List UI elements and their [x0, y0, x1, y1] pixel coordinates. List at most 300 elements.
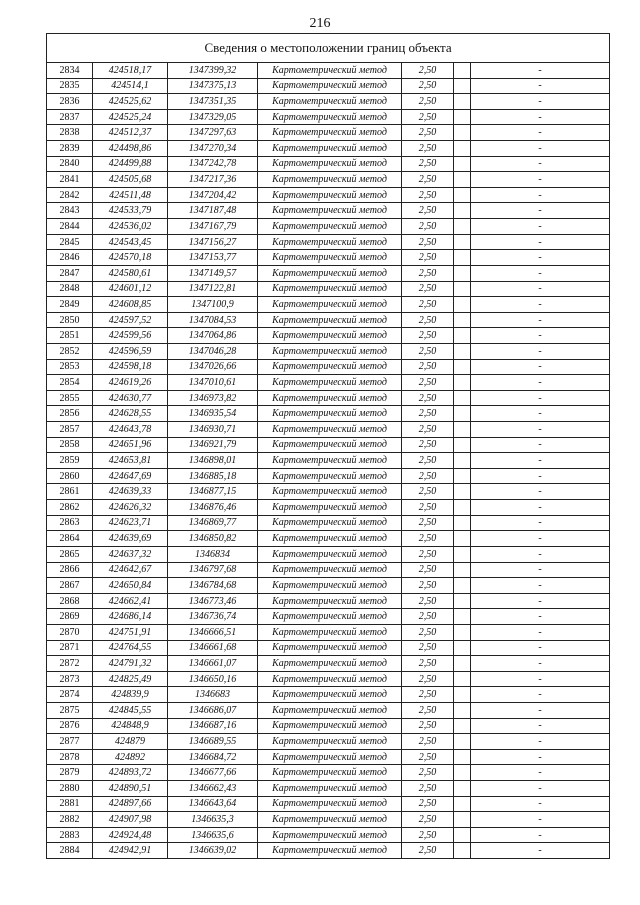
table-row: [47, 671, 610, 687]
cell-point-number: 2842: [47, 187, 93, 203]
cell-point-number: 2882: [47, 812, 93, 828]
cell-coord-x: 424892: [93, 749, 168, 765]
cell-extra: [454, 781, 471, 797]
cell-extra: [454, 796, 471, 812]
cell-point-number: 2863: [47, 515, 93, 531]
cell-coord-y: 1347026,66: [168, 359, 258, 375]
cell-accuracy: 2,50: [402, 781, 454, 797]
cell-description: -: [471, 515, 610, 531]
cell-accuracy: 2,50: [402, 109, 454, 125]
cell-extra: [454, 484, 471, 500]
cell-point-number: 2838: [47, 125, 93, 141]
cell-accuracy: 2,50: [402, 422, 454, 438]
cell-coord-y: 1346834: [168, 546, 258, 562]
cell-description: -: [471, 671, 610, 687]
cell-point-number: 2875: [47, 702, 93, 718]
cell-point-number: 2849: [47, 297, 93, 313]
cell-coord-y: 1346661,68: [168, 640, 258, 656]
cell-coord-y: 1347204,42: [168, 187, 258, 203]
cell-accuracy: 2,50: [402, 671, 454, 687]
cell-point-number: 2873: [47, 671, 93, 687]
cell-description: -: [471, 484, 610, 500]
cell-method: Картометрический метод: [258, 562, 402, 578]
cell-accuracy: 2,50: [402, 281, 454, 297]
cell-point-number: 2852: [47, 343, 93, 359]
cell-accuracy: 2,50: [402, 702, 454, 718]
cell-extra: [454, 359, 471, 375]
cell-accuracy: 2,50: [402, 624, 454, 640]
cell-description: -: [471, 687, 610, 703]
cell-coord-y: 1346666,51: [168, 624, 258, 640]
cell-coord-x: 424651,96: [93, 437, 168, 453]
cell-coord-x: 424525,62: [93, 94, 168, 110]
cell-method: Картометрический метод: [258, 375, 402, 391]
cell-method: Картометрический метод: [258, 265, 402, 281]
cell-coord-y: 1346639,02: [168, 843, 258, 859]
cell-coord-y: 1346677,66: [168, 765, 258, 781]
cell-coord-x: 424845,55: [93, 702, 168, 718]
cell-point-number: 2853: [47, 359, 93, 375]
cell-coord-x: 424598,18: [93, 359, 168, 375]
table-row: [47, 406, 610, 422]
cell-coord-y: 1347351,35: [168, 94, 258, 110]
cell-description: -: [471, 422, 610, 438]
cell-method: Картометрический метод: [258, 718, 402, 734]
cell-extra: [454, 843, 471, 859]
table-row: [47, 781, 610, 797]
cell-extra: [454, 422, 471, 438]
table-row: [47, 656, 610, 672]
cell-description: -: [471, 156, 610, 172]
cell-description: -: [471, 843, 610, 859]
cell-accuracy: 2,50: [402, 359, 454, 375]
cell-point-number: 2878: [47, 749, 93, 765]
cell-coord-x: 424791,32: [93, 656, 168, 672]
cell-extra: [454, 546, 471, 562]
cell-description: -: [471, 297, 610, 313]
cell-extra: [454, 453, 471, 469]
cell-coord-x: 424525,24: [93, 109, 168, 125]
cell-coord-x: 424848,9: [93, 718, 168, 734]
cell-coord-y: 1346797,68: [168, 562, 258, 578]
cell-extra: [454, 765, 471, 781]
cell-extra: [454, 203, 471, 219]
cell-point-number: 2837: [47, 109, 93, 125]
table-row: [47, 328, 610, 344]
cell-coord-y: 1346773,46: [168, 593, 258, 609]
cell-method: Картометрический метод: [258, 827, 402, 843]
cell-extra: [454, 219, 471, 235]
cell-method: Картометрический метод: [258, 765, 402, 781]
cell-extra: [454, 468, 471, 484]
cell-coord-x: 424608,85: [93, 297, 168, 313]
cell-method: Картометрический метод: [258, 172, 402, 188]
cell-coord-y: 1347167,79: [168, 219, 258, 235]
cell-coord-x: 424623,71: [93, 515, 168, 531]
boundary-coordinates-table: [46, 33, 610, 859]
cell-coord-y: 1347122,81: [168, 281, 258, 297]
cell-coord-y: 1346930,71: [168, 422, 258, 438]
table-row: [47, 484, 610, 500]
cell-accuracy: 2,50: [402, 656, 454, 672]
cell-method: Картометрический метод: [258, 94, 402, 110]
cell-description: -: [471, 141, 610, 157]
cell-point-number: 2844: [47, 219, 93, 235]
cell-method: Картометрический метод: [258, 343, 402, 359]
cell-description: -: [471, 749, 610, 765]
cell-extra: [454, 156, 471, 172]
cell-coord-y: 1347217,36: [168, 172, 258, 188]
cell-point-number: 2880: [47, 781, 93, 797]
cell-description: -: [471, 312, 610, 328]
cell-coord-y: 1347187,48: [168, 203, 258, 219]
cell-coord-x: 424897,66: [93, 796, 168, 812]
cell-accuracy: 2,50: [402, 843, 454, 859]
cell-extra: [454, 297, 471, 313]
cell-coord-x: 424601,12: [93, 281, 168, 297]
table-row: [47, 234, 610, 250]
cell-coord-y: 1347100,9: [168, 297, 258, 313]
cell-point-number: 2883: [47, 827, 93, 843]
cell-description: -: [471, 531, 610, 547]
cell-method: Картометрический метод: [258, 609, 402, 625]
table-row: [47, 78, 610, 94]
table-row: [47, 63, 610, 79]
cell-coord-x: 424628,55: [93, 406, 168, 422]
cell-description: -: [471, 640, 610, 656]
table-row: [47, 390, 610, 406]
cell-coord-y: 1346661,07: [168, 656, 258, 672]
cell-description: -: [471, 187, 610, 203]
cell-accuracy: 2,50: [402, 390, 454, 406]
cell-coord-x: 424543,45: [93, 234, 168, 250]
cell-coord-y: 1347010,61: [168, 375, 258, 391]
cell-extra: [454, 656, 471, 672]
cell-method: Картометрический метод: [258, 78, 402, 94]
cell-accuracy: 2,50: [402, 328, 454, 344]
cell-accuracy: 2,50: [402, 640, 454, 656]
cell-extra: [454, 78, 471, 94]
cell-extra: [454, 609, 471, 625]
cell-extra: [454, 702, 471, 718]
cell-coord-y: 1346635,6: [168, 827, 258, 843]
cell-description: -: [471, 453, 610, 469]
table-row: [47, 125, 610, 141]
cell-method: Картометрический метод: [258, 578, 402, 594]
table-row: [47, 531, 610, 547]
cell-description: -: [471, 203, 610, 219]
cell-point-number: 2859: [47, 453, 93, 469]
cell-description: -: [471, 125, 610, 141]
cell-extra: [454, 718, 471, 734]
cell-description: -: [471, 109, 610, 125]
cell-coord-x: 424643,78: [93, 422, 168, 438]
cell-accuracy: 2,50: [402, 500, 454, 516]
cell-accuracy: 2,50: [402, 734, 454, 750]
cell-method: Картометрический метод: [258, 515, 402, 531]
table-row: [47, 203, 610, 219]
cell-point-number: 2877: [47, 734, 93, 750]
cell-point-number: 2872: [47, 656, 93, 672]
cell-accuracy: 2,50: [402, 203, 454, 219]
cell-accuracy: 2,50: [402, 578, 454, 594]
cell-point-number: 2879: [47, 765, 93, 781]
cell-point-number: 2871: [47, 640, 93, 656]
cell-extra: [454, 312, 471, 328]
cell-method: Картометрический метод: [258, 203, 402, 219]
cell-accuracy: 2,50: [402, 796, 454, 812]
cell-description: -: [471, 827, 610, 843]
cell-coord-y: 1347149,57: [168, 265, 258, 281]
cell-point-number: 2874: [47, 687, 93, 703]
table-row: [47, 281, 610, 297]
cell-coord-x: 424647,69: [93, 468, 168, 484]
table-row: [47, 796, 610, 812]
cell-method: Картометрический метод: [258, 422, 402, 438]
cell-method: Картометрический метод: [258, 734, 402, 750]
cell-point-number: 2866: [47, 562, 93, 578]
cell-extra: [454, 63, 471, 79]
cell-accuracy: 2,50: [402, 250, 454, 266]
cell-extra: [454, 141, 471, 157]
cell-coord-x: 424879: [93, 734, 168, 750]
cell-coord-y: 1346650,16: [168, 671, 258, 687]
cell-extra: [454, 500, 471, 516]
cell-coord-x: 424499,88: [93, 156, 168, 172]
cell-description: -: [471, 172, 610, 188]
cell-coord-x: 424637,32: [93, 546, 168, 562]
cell-method: Картометрический метод: [258, 656, 402, 672]
cell-description: -: [471, 265, 610, 281]
cell-accuracy: 2,50: [402, 312, 454, 328]
cell-coord-y: 1346736,74: [168, 609, 258, 625]
cell-point-number: 2876: [47, 718, 93, 734]
cell-coord-x: 424653,81: [93, 453, 168, 469]
cell-method: Картометрический метод: [258, 843, 402, 859]
cell-method: Картометрический метод: [258, 141, 402, 157]
cell-method: Картометрический метод: [258, 749, 402, 765]
cell-extra: [454, 109, 471, 125]
cell-point-number: 2848: [47, 281, 93, 297]
cell-method: Картометрический метод: [258, 390, 402, 406]
table-row: [47, 375, 610, 391]
cell-method: Картометрический метод: [258, 687, 402, 703]
cell-description: -: [471, 718, 610, 734]
cell-method: Картометрический метод: [258, 156, 402, 172]
cell-accuracy: 2,50: [402, 609, 454, 625]
cell-point-number: 2843: [47, 203, 93, 219]
cell-point-number: 2857: [47, 422, 93, 438]
cell-method: Картометрический метод: [258, 297, 402, 313]
cell-method: Картометрический метод: [258, 109, 402, 125]
cell-accuracy: 2,50: [402, 219, 454, 235]
cell-accuracy: 2,50: [402, 515, 454, 531]
cell-coord-x: 424630,77: [93, 390, 168, 406]
cell-accuracy: 2,50: [402, 375, 454, 391]
cell-coord-y: 1347329,05: [168, 109, 258, 125]
cell-coord-y: 1346935,54: [168, 406, 258, 422]
cell-description: -: [471, 734, 610, 750]
cell-extra: [454, 640, 471, 656]
table-row: [47, 172, 610, 188]
cell-extra: [454, 94, 471, 110]
cell-description: -: [471, 578, 610, 594]
cell-description: -: [471, 500, 610, 516]
cell-method: Картометрический метод: [258, 219, 402, 235]
cell-accuracy: 2,50: [402, 297, 454, 313]
table-row: [47, 765, 610, 781]
cell-accuracy: 2,50: [402, 484, 454, 500]
cell-coord-x: 424514,1: [93, 78, 168, 94]
table-row: [47, 109, 610, 125]
cell-method: Картометрический метод: [258, 531, 402, 547]
cell-method: Картометрический метод: [258, 593, 402, 609]
cell-point-number: 2836: [47, 94, 93, 110]
cell-method: Картометрический метод: [258, 781, 402, 797]
cell-coord-y: 1347046,28: [168, 343, 258, 359]
cell-point-number: 2851: [47, 328, 93, 344]
table-row: [47, 297, 610, 313]
cell-method: Картометрический метод: [258, 640, 402, 656]
cell-method: Картометрический метод: [258, 250, 402, 266]
cell-point-number: 2865: [47, 546, 93, 562]
cell-point-number: 2860: [47, 468, 93, 484]
cell-description: -: [471, 562, 610, 578]
cell-point-number: 2855: [47, 390, 93, 406]
cell-description: -: [471, 281, 610, 297]
cell-point-number: 2856: [47, 406, 93, 422]
cell-coord-x: 424536,02: [93, 219, 168, 235]
cell-extra: [454, 234, 471, 250]
cell-coord-y: 1346686,07: [168, 702, 258, 718]
cell-extra: [454, 812, 471, 828]
cell-method: Картометрический метод: [258, 624, 402, 640]
cell-accuracy: 2,50: [402, 63, 454, 79]
cell-extra: [454, 328, 471, 344]
cell-coord-y: 1346877,15: [168, 484, 258, 500]
table-row: [47, 219, 610, 235]
cell-method: Картометрический метод: [258, 281, 402, 297]
cell-point-number: 2867: [47, 578, 93, 594]
cell-coord-x: 424512,37: [93, 125, 168, 141]
cell-coord-y: 1346684,72: [168, 749, 258, 765]
table-row: [47, 94, 610, 110]
cell-coord-y: 1346885,18: [168, 468, 258, 484]
cell-coord-y: 1346850,82: [168, 531, 258, 547]
cell-coord-y: 1346689,55: [168, 734, 258, 750]
cell-coord-y: 1346973,82: [168, 390, 258, 406]
table-row: [47, 343, 610, 359]
cell-method: Картометрический метод: [258, 437, 402, 453]
cell-coord-x: 424890,51: [93, 781, 168, 797]
cell-accuracy: 2,50: [402, 593, 454, 609]
cell-method: Картометрический метод: [258, 63, 402, 79]
cell-description: -: [471, 94, 610, 110]
cell-coord-x: 424505,68: [93, 172, 168, 188]
cell-accuracy: 2,50: [402, 187, 454, 203]
table-row: [47, 624, 610, 640]
cell-extra: [454, 687, 471, 703]
cell-point-number: 2864: [47, 531, 93, 547]
cell-coord-x: 424686,14: [93, 609, 168, 625]
table-row: [47, 141, 610, 157]
cell-description: -: [471, 343, 610, 359]
cell-accuracy: 2,50: [402, 343, 454, 359]
cell-extra: [454, 624, 471, 640]
cell-coord-x: 424751,91: [93, 624, 168, 640]
cell-coord-x: 424662,41: [93, 593, 168, 609]
cell-method: Картометрический метод: [258, 484, 402, 500]
table-row: [47, 843, 610, 859]
cell-point-number: 2847: [47, 265, 93, 281]
cell-description: -: [471, 234, 610, 250]
cell-description: -: [471, 796, 610, 812]
table-row: [47, 687, 610, 703]
cell-coord-y: 1347153,77: [168, 250, 258, 266]
cell-coord-y: 1346784,68: [168, 578, 258, 594]
cell-coord-x: 424907,98: [93, 812, 168, 828]
cell-coord-x: 424626,32: [93, 500, 168, 516]
cell-description: -: [471, 390, 610, 406]
cell-point-number: 2870: [47, 624, 93, 640]
table-row: [47, 546, 610, 562]
cell-coord-x: 424570,18: [93, 250, 168, 266]
table-row: [47, 437, 610, 453]
cell-extra: [454, 578, 471, 594]
cell-point-number: 2850: [47, 312, 93, 328]
cell-accuracy: 2,50: [402, 94, 454, 110]
cell-coord-y: 1346876,46: [168, 500, 258, 516]
cell-accuracy: 2,50: [402, 265, 454, 281]
table-body: [47, 63, 610, 859]
table-row: [47, 702, 610, 718]
cell-extra: [454, 172, 471, 188]
cell-coord-x: 424518,17: [93, 63, 168, 79]
table-row: [47, 562, 610, 578]
cell-coord-x: 424597,52: [93, 312, 168, 328]
cell-accuracy: 2,50: [402, 765, 454, 781]
table-row: [47, 359, 610, 375]
cell-extra: [454, 125, 471, 141]
table-row: [47, 312, 610, 328]
cell-description: -: [471, 63, 610, 79]
cell-extra: [454, 515, 471, 531]
cell-method: Картометрический метод: [258, 812, 402, 828]
cell-extra: [454, 375, 471, 391]
cell-accuracy: 2,50: [402, 718, 454, 734]
cell-accuracy: 2,50: [402, 78, 454, 94]
cell-extra: [454, 187, 471, 203]
cell-extra: [454, 437, 471, 453]
cell-coord-x: 424533,79: [93, 203, 168, 219]
table-row: [47, 156, 610, 172]
cell-extra: [454, 406, 471, 422]
cell-coord-x: 424924,48: [93, 827, 168, 843]
cell-description: -: [471, 468, 610, 484]
cell-accuracy: 2,50: [402, 125, 454, 141]
cell-extra: [454, 531, 471, 547]
cell-description: -: [471, 359, 610, 375]
cell-description: -: [471, 250, 610, 266]
cell-description: -: [471, 593, 610, 609]
table-row: [47, 593, 610, 609]
cell-method: Картометрический метод: [258, 125, 402, 141]
cell-accuracy: 2,50: [402, 141, 454, 157]
cell-description: -: [471, 624, 610, 640]
cell-point-number: 2861: [47, 484, 93, 500]
cell-coord-y: 1346921,79: [168, 437, 258, 453]
cell-accuracy: 2,50: [402, 827, 454, 843]
